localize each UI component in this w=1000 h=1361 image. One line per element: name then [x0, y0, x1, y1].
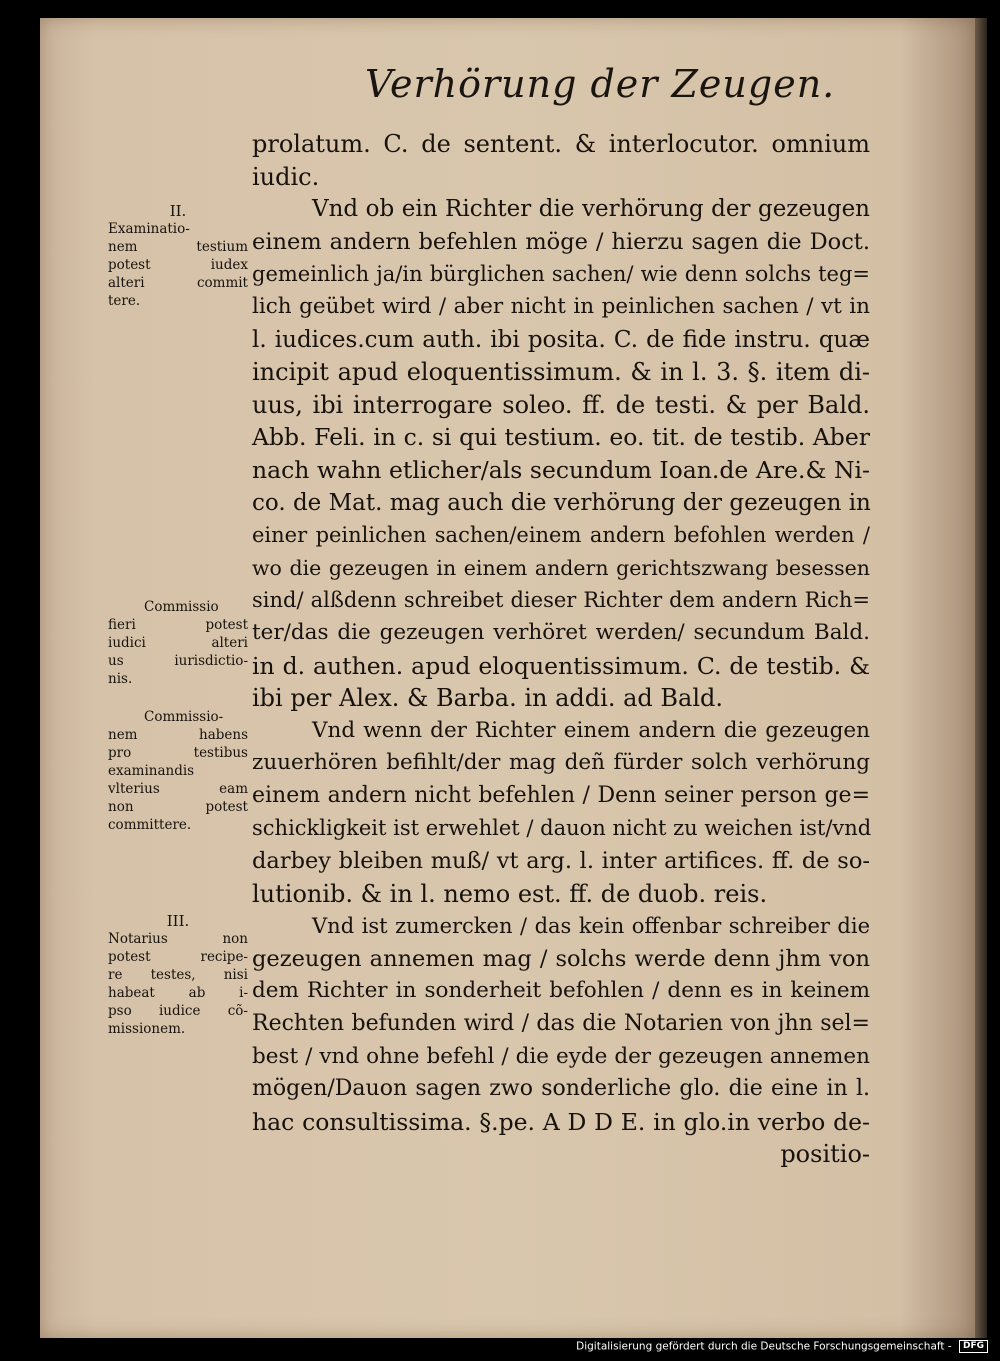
margin-note [108, 912, 248, 1038]
text-line: ibi per Alex. & Barba. in addi. ad Bald. [252, 684, 723, 713]
note-line: missionem. [108, 1021, 186, 1037]
note-line: pso iudice cõ- [108, 1003, 248, 1019]
page-edge [975, 18, 987, 1338]
margin-note [108, 202, 248, 310]
text-line: Vnd wenn der Richter einem andern die gezeugen [312, 717, 870, 743]
note-line: nis. [108, 671, 133, 687]
note-line: Commissio- [144, 709, 224, 725]
note-line: potest iudex [108, 257, 248, 273]
text-line: iudic. [252, 162, 320, 191]
catchword: positio- [780, 1140, 870, 1169]
text-line: gemeinlich ja/in bürglichen sachen/ wie denn solchs teg= [252, 262, 870, 287]
note-line: vlterius eam [108, 781, 248, 797]
text-line: nach wahn etlicher/als secundum Ioan.de Are.& Ni- [252, 455, 870, 484]
text-line: in d. authen. apud eloquentissimum. C. de testib. & [252, 651, 870, 680]
text-line: einer peinlichen sachen/einem andern befohlen werden / [252, 523, 870, 548]
note-line: iudici alteri [108, 635, 248, 651]
note-line: examinandis [108, 763, 195, 779]
text-line: lutionib. & in l. nemo est. ff. de duob. reis. [252, 879, 768, 908]
dfg-logo: DFG [959, 1340, 988, 1353]
digitization-footer [576, 1340, 988, 1353]
note-line: pro testibus [108, 745, 248, 761]
text-line: incipit apud eloquentissimum. & in l. 3. §. item di- [252, 358, 870, 387]
running-head: Verhörung der Zeugen. [365, 62, 836, 106]
footer-text: Digitalisierung gefördert durch die Deutsche Forschungsgemeinschaft - [576, 1340, 952, 1353]
note-line: III. [166, 912, 190, 930]
text-line: mögen/Dauon sagen zwo sonderliche glo. die eine in l. [252, 1076, 870, 1102]
note-line: potest recipe- [108, 949, 248, 965]
text-line: schickligkeit ist erwehlet / dauon nicht zu weichen ist/vnd [252, 816, 872, 841]
note-line: II. [169, 202, 187, 220]
note-line: Commissio [144, 599, 219, 615]
text-line: Vnd ob ein Richter die verhörung der gezeugen [312, 196, 870, 223]
text-line: darbey bleiben muß/ vt arg. l. inter artifices. ff. de so- [252, 848, 870, 875]
text-line: Vnd ist zumercken / das kein offenbar schreiber die [312, 914, 870, 939]
note-line: re testes, nisi [108, 967, 248, 983]
note-line: non potest [108, 799, 248, 815]
note-line: nem testium [108, 239, 248, 255]
text-line: Rechten befunden wird / das die Notarien von jhn sel= [252, 1011, 870, 1037]
text-line: wo die gezeugen in einem andern gerichtszwang besessen [252, 555, 870, 580]
text-line: uus, ibi interrogare soleo. ff. de testi. & per Bald. [252, 390, 870, 419]
text-line: ter/das die gezeugen verhöret werden/ secundum Bald. [252, 619, 870, 645]
note-line: tere. [108, 293, 141, 309]
note-line: fieri potest [108, 617, 248, 633]
main-text-block [252, 128, 870, 1171]
note-line: nem habens [108, 727, 248, 743]
note-line: us iurisdictio- [108, 653, 248, 669]
note-line: Notarius non [108, 931, 248, 947]
text-line: einem andern nicht befehlen / Denn seiner person ge= [252, 782, 870, 808]
text-line: co. de Mat. mag auch die verhörung der gezeugen in [252, 489, 871, 516]
note-line: Examinatio- [108, 221, 190, 237]
text-line: zuuerhören befihlt/der mag deñ fürder solch verhörung [252, 750, 870, 776]
text-line: sind/ alßdenn schreibet dieser Richter dem andern Rich= [252, 588, 870, 613]
note-line: habeat ab i- [108, 985, 248, 1001]
text-line: hac consultissima. §.pe. A D D E. in glo.in verbo de- [252, 1107, 870, 1136]
text-line: prolatum. C. de sentent. & interlocutor. omnium [252, 130, 870, 158]
text-line: lich geübet wird / aber nicht in peinlichen sachen / vt in [252, 293, 870, 319]
note-line: committere. [108, 817, 192, 833]
note-line: alteri commit [108, 275, 248, 291]
text-line: gezeugen annemen mag / solchs werde denn jhm von [252, 945, 870, 972]
margin-note [108, 708, 248, 834]
margin-note [108, 598, 248, 688]
text-line: Abb. Feli. in c. si qui testium. eo. tit. de testib. Aber [252, 423, 870, 452]
text-line: einem andern befehlen möge / hierzu sagen die Doct. [252, 228, 870, 255]
text-line: dem Richter in sonderheit befohlen / denn es in keinem [252, 978, 870, 1004]
text-line: best / vnd ohne befehl / die eyde der gezeugen annemen [252, 1043, 870, 1069]
text-line: l. iudices.cum auth. ibi posita. C. de fide instru. quæ [252, 326, 870, 353]
